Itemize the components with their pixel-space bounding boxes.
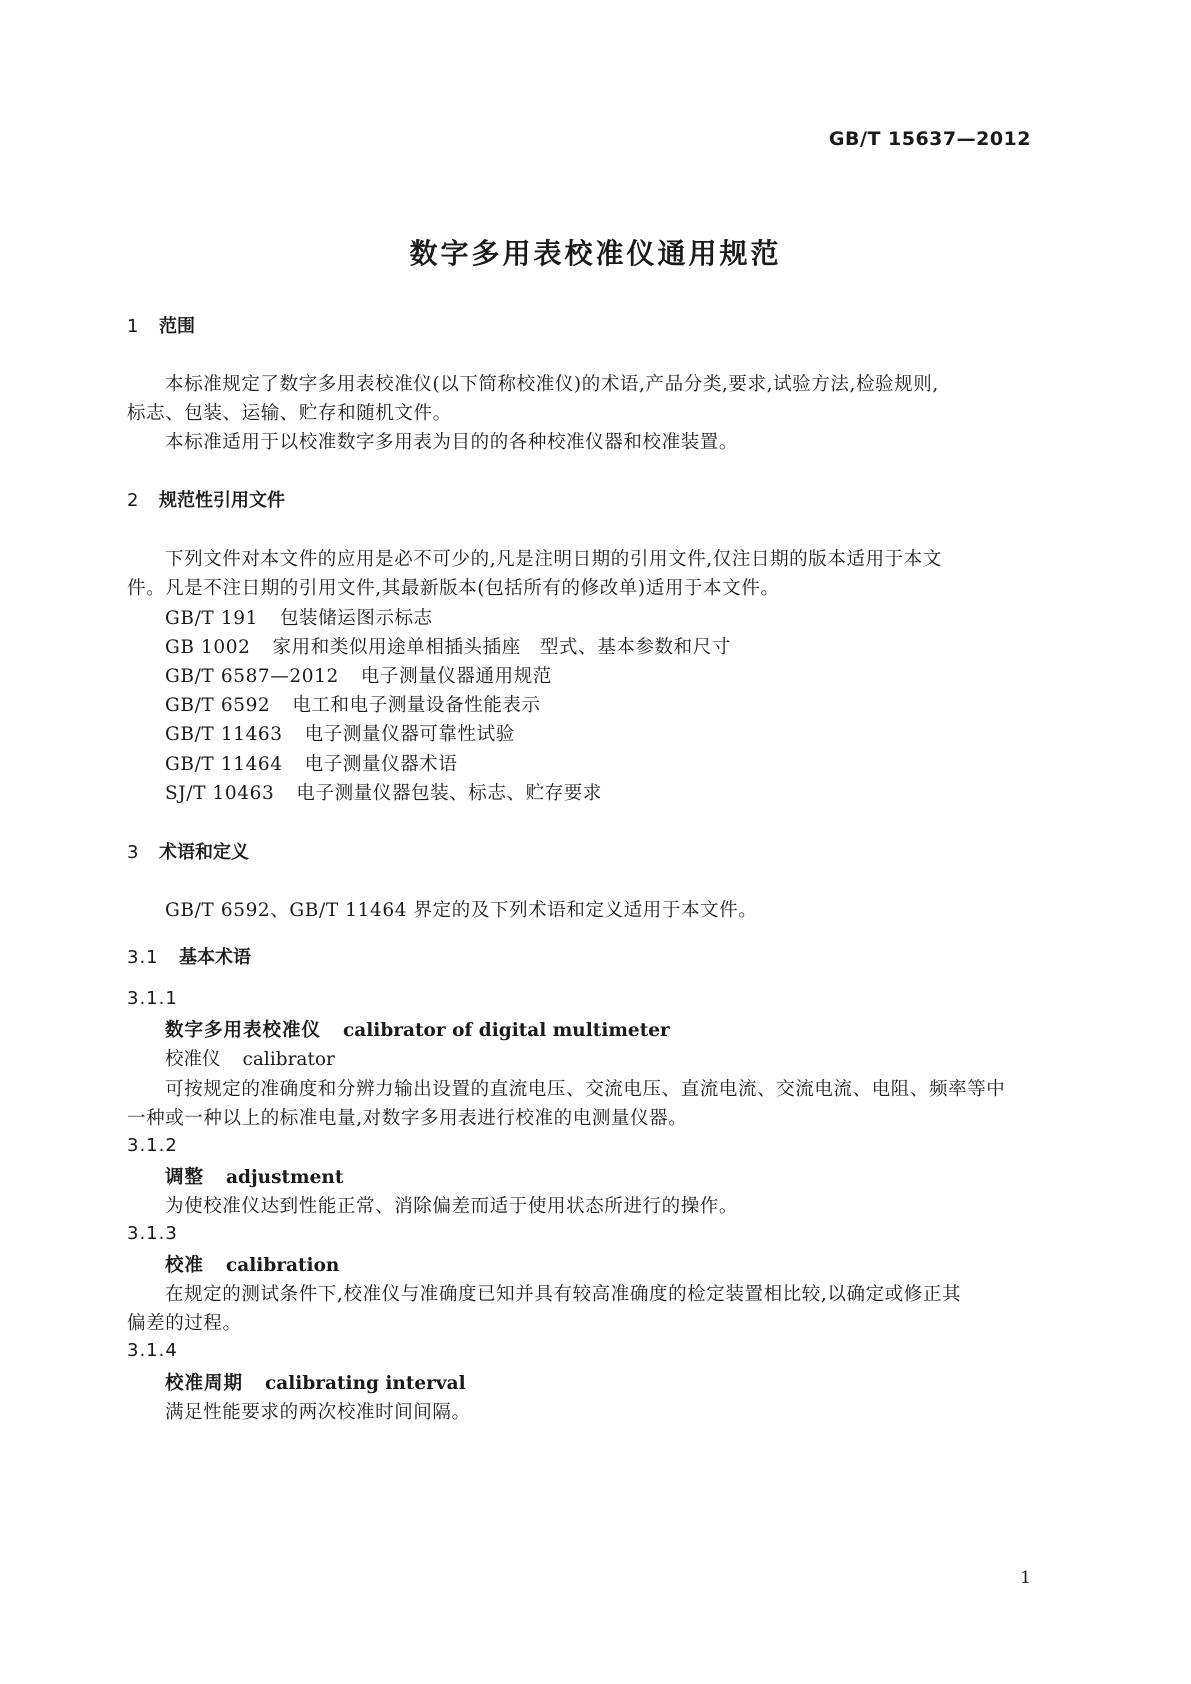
reference-item [165, 633, 731, 659]
reference-title: 家用和类似用途单相插头插座 型式、基本参数和尺寸 [272, 637, 731, 658]
term-heading [165, 1369, 466, 1395]
reference-title: 包装储运图示标志 [279, 608, 433, 629]
paragraph: 件。凡是不注日期的引用文件,其最新版本(包括所有的修改单)适用于本文件。 [127, 578, 780, 599]
term-number: 3.1.4 [127, 1340, 178, 1361]
term-definition: 满足性能要求的两次校准时间间隔。 [165, 1402, 471, 1423]
section-3-heading [127, 838, 249, 864]
reference-item [165, 750, 458, 776]
term-number: 3.1.3 [127, 1223, 178, 1244]
term-en: adjustment [226, 1167, 344, 1188]
term-alt [165, 1045, 335, 1071]
paragraph: GB/T 6592、GB/T 11464 界定的及下列术语和定义适用于本文件。 [165, 900, 758, 921]
paragraph: 标志、包装、运输、贮存和随机文件。 [127, 403, 452, 424]
term-heading [165, 1251, 339, 1277]
reference-title: 电子测量仪器术语 [304, 754, 458, 775]
reference-code: GB/T 6587—2012 [165, 666, 339, 687]
term-definition: 可按规定的准确度和分辨力输出设置的直流电压、交流电压、直流电流、交流电流、电阻、频率等中 [165, 1079, 1006, 1100]
term-zh: 校准周期 [165, 1373, 244, 1394]
term-en: calibrator of digital multimeter [343, 1020, 670, 1041]
term-definition: 为使校准仪达到性能正常、消除偏差而适于使用状态所进行的操作。 [165, 1196, 739, 1217]
reference-code: GB/T 11464 [165, 754, 283, 775]
standard-number: GB/T 15637—2012 [828, 128, 1031, 150]
reference-title: 电工和电子测量设备性能表示 [292, 695, 541, 716]
reference-code: SJ/T 10463 [165, 783, 275, 804]
section-title: 术语和定义 [159, 842, 249, 863]
reference-title: 电子测量仪器可靠性试验 [304, 724, 515, 745]
section-2-heading [127, 486, 285, 512]
section-title: 规范性引用文件 [159, 490, 285, 511]
term-alt-en: calibrator [242, 1049, 335, 1070]
term-heading [165, 1163, 343, 1189]
reference-item [165, 604, 433, 630]
reference-item [165, 662, 552, 688]
paragraph: 下列文件对本文件的应用是必不可少的,凡是注明日期的引用文件,仅注日期的版本适用于本文 [165, 549, 942, 570]
term-number: 3.1.2 [127, 1135, 178, 1156]
subsection-3-1-heading [127, 943, 251, 969]
reference-item [165, 720, 515, 746]
term-zh: 数字多用表校准仪 [165, 1020, 322, 1041]
reference-code: GB 1002 [165, 637, 251, 658]
reference-item [165, 691, 541, 717]
term-definition: 一种或一种以上的标准电量,对数字多用表进行校准的电测量仪器。 [127, 1108, 688, 1129]
term-heading [165, 1016, 670, 1042]
term-zh: 调整 [165, 1167, 205, 1188]
term-definition: 在规定的测试条件下,校准仪与准确度已知并具有较高准确度的检定装置相比较,以确定或修正其 [165, 1284, 962, 1305]
subsection-title: 基本术语 [179, 947, 251, 968]
term-alt-zh: 校准仪 [165, 1049, 221, 1070]
section-number: 3 [127, 842, 139, 863]
reference-item [165, 779, 602, 805]
section-1-heading [127, 312, 195, 338]
reference-title: 电子测量仪器通用规范 [360, 666, 552, 687]
term-en: calibrating interval [265, 1373, 466, 1394]
section-number: 1 [127, 316, 139, 337]
section-number: 2 [127, 490, 139, 511]
reference-code: GB/T 6592 [165, 695, 271, 716]
paragraph: 本标准规定了数字多用表校准仪(以下简称校准仪)的术语,产品分类,要求,试验方法,检验规则, [165, 374, 939, 395]
paragraph: 本标准适用于以校准数字多用表为目的的各种校准仪器和校准装置。 [165, 432, 739, 453]
subsection-number: 3.1 [127, 947, 159, 968]
term-definition: 偏差的过程。 [127, 1313, 242, 1334]
reference-code: GB/T 191 [165, 608, 258, 629]
term-zh: 校准 [165, 1255, 205, 1276]
term-number: 3.1.1 [127, 988, 178, 1009]
reference-title: 电子测量仪器包装、标志、贮存要求 [296, 783, 603, 804]
document-title: 数字多用表校准仪通用规范 [409, 237, 782, 270]
term-en: calibration [226, 1255, 340, 1276]
section-title: 范围 [159, 316, 195, 337]
page-number: 1 [1020, 1568, 1031, 1588]
reference-code: GB/T 11463 [165, 724, 283, 745]
